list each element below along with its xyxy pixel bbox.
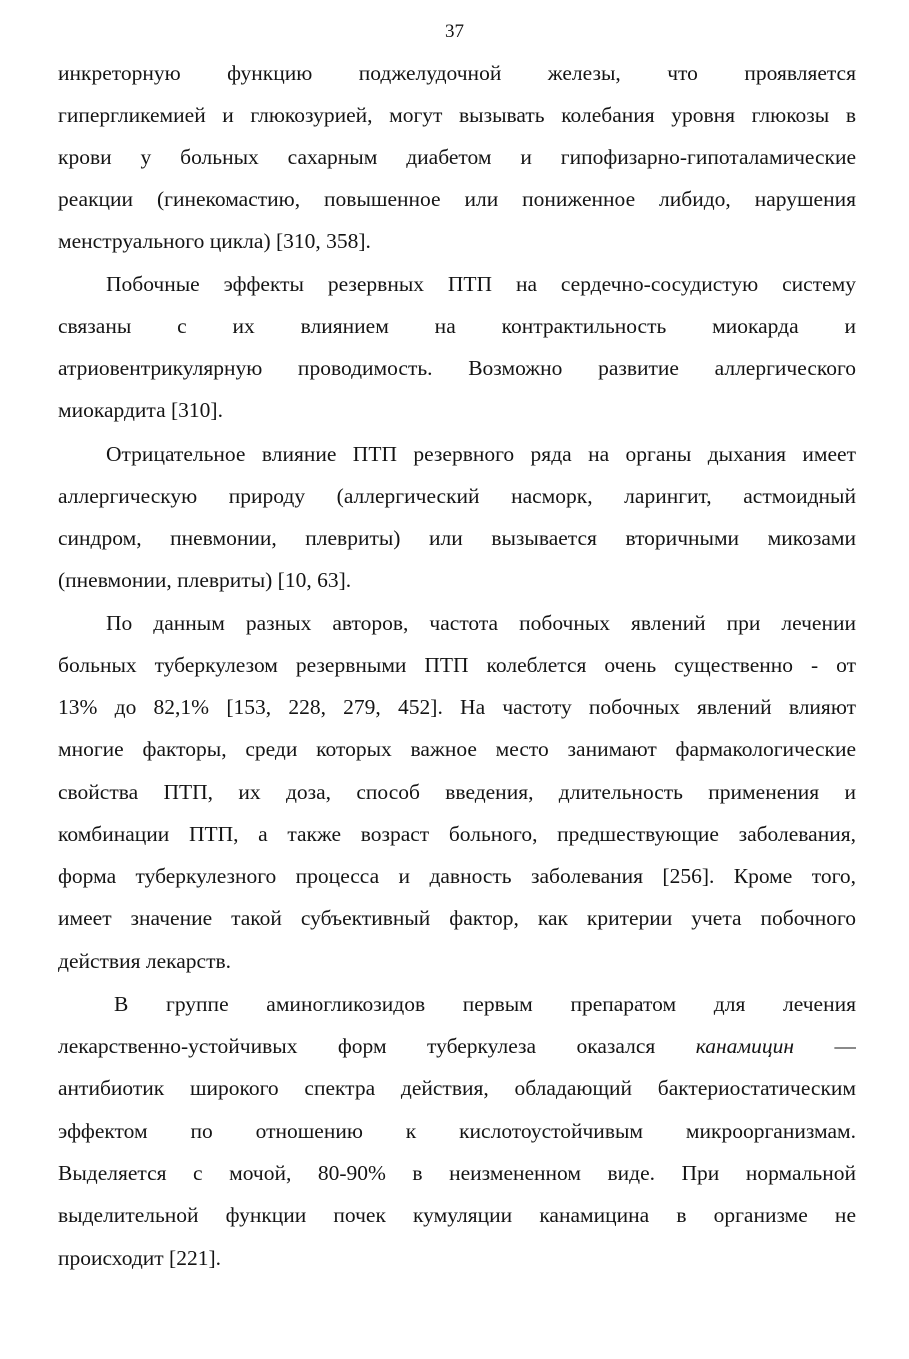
paragraph-3-line-4: (пневмонии, плевриты) [10, 63].	[58, 568, 352, 592]
paragraph-5-line-2-text: лекарственно-устойчивых форм туберкулеза оказался	[58, 1034, 656, 1058]
paragraph-5-line-2	[58, 1031, 856, 1061]
paragraph-5-line-3: антибиотик широкого спектра действия, обладающий бактериостатическим	[58, 1076, 856, 1100]
em-dash: —	[834, 1034, 856, 1058]
paragraph-2-line-1: Побочные эффекты резервных ПТП на сердечно-сосудистую систему	[106, 272, 856, 296]
paragraph-1-line-2: гипергликемией и глюкозурией, могут вызывать колебания уровня глюкозы в	[58, 103, 856, 127]
paragraph-4-line-9: действия лекарств.	[58, 949, 231, 973]
paragraph-3-line-3: синдром, пневмонии, плевриты) или вызывается вторичными микозами	[58, 526, 856, 550]
paragraph-3-line-1: Отрицательное влияние ПТП резервного ряда на органы дыхания имеет	[106, 442, 856, 466]
paragraph-1-line-3: крови у больных сахарным диабетом и гипофизарно-гипоталамические	[58, 145, 856, 169]
page-number: 37	[445, 21, 464, 42]
paragraph-1-line-4: реакции (гинекомастию, повышенное или пониженное либидо, нарушения	[58, 187, 856, 211]
paragraph-4-line-6: комбинации ПТП, а также возраст больного, предшествующие заболевания,	[58, 822, 856, 846]
paragraph-4-line-3: 13% до 82,1% [153, 228, 279, 452]. На частоту побочных явлений влияют	[58, 695, 856, 719]
paragraph-4-line-8: имеет значение такой субъективный фактор, как критерии учета побочного	[58, 906, 856, 930]
paragraph-5-line-4: эффектом по отношению к кислотоустойчивым микроорганизмам.	[58, 1119, 856, 1143]
drug-name-emphasis: канамицин	[695, 1034, 795, 1058]
paragraph-4-line-1: По данным разных авторов, частота побочных явлений при лечении	[106, 611, 856, 635]
paragraph-5-line-1: В группе аминогликозидов первым препаратом для лечения	[114, 992, 856, 1016]
paragraph-1-line-5: менструального цикла) [310, 358].	[58, 229, 371, 253]
paragraph-1-line-1: инкреторную функцию поджелудочной железы, что проявляется	[58, 61, 856, 85]
paragraph-5-line-7: происходит [221].	[58, 1246, 221, 1270]
paragraph-2-line-3: атриовентрикулярную проводимость. Возможно развитие аллергического	[58, 356, 856, 380]
paragraph-4-line-4: многие факторы, среди которых важное место занимают фармакологические	[58, 737, 856, 761]
paragraph-3-line-2: аллергическую природу (аллергический насморк, ларингит, астмоидный	[58, 484, 856, 508]
paragraph-2-line-4: миокардита [310].	[58, 398, 223, 422]
paragraph-4-line-5: свойства ПТП, их доза, способ введения, длительность применения и	[58, 780, 856, 804]
paragraph-5-line-6: выделительной функции почек кумуляции канамицина в организме не	[58, 1203, 856, 1227]
paragraph-2-line-2: связаны с их влиянием на контрактильность миокарда и	[58, 314, 856, 338]
paragraph-5-line-5: Выделяется с мочой, 80-90% в неизмененном виде. При нормальной	[58, 1161, 856, 1185]
paragraph-4-line-2: больных туберкулезом резервными ПТП колеблется очень существенно - от	[58, 653, 856, 677]
paragraph-4-line-7: форма туберкулезного процесса и давность заболевания [256]. Кроме того,	[58, 864, 856, 888]
